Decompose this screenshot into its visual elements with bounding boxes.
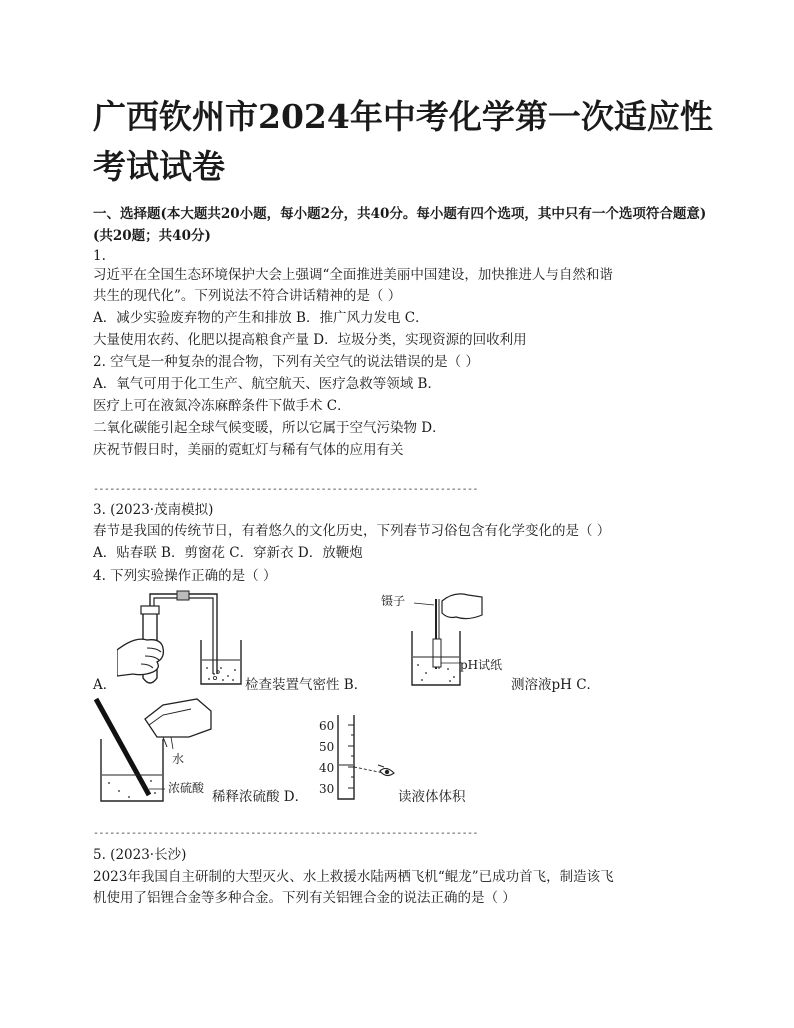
cylinder-tick-30: 30 bbox=[319, 782, 335, 796]
q1-options-line1: A．减少实验废弃物的产生和排放 B．推广风力发电 C． bbox=[93, 310, 429, 326]
q1-options-line2: 大量使用农药、化肥以提高粮食产量 D．垃圾分类，实现资源的回收利用 bbox=[93, 332, 527, 348]
q5-stem-line1: 2023年我国自主研制的大型灭火、水上救援水陆两栖飞机“鲲龙”已成功首飞，制造该飞 bbox=[93, 869, 614, 885]
q3-stem: 春节是我国的传统节日，有着悠久的文化历史，下列春节习俗包含有化学变化的是（ ） bbox=[93, 523, 611, 539]
q2-stem: 2. 空气是一种复杂的混合物，下列有关空气的说法错误的是（ ） bbox=[93, 354, 479, 370]
q4-option-a-letter: A． bbox=[93, 677, 117, 693]
cylinder-tick-60: 60 bbox=[319, 719, 335, 733]
section-heading: 一、选择题(本大题共20小题，每小题2分，共40分。每小题有四个选项，其中只有一个选项符合题意)(共20题；共40分) bbox=[93, 206, 707, 244]
q1-number: 1. bbox=[93, 248, 106, 264]
q5-stem-line2: 机使用了铝锂合金等多种合金。下列有关铝锂合金的说法正确的是（ ） bbox=[93, 890, 516, 906]
label-tweezers: 镊子 bbox=[381, 594, 406, 608]
label-concentrated-acid: 浓硫酸 bbox=[168, 781, 205, 795]
separator-line: ----------------------------------------------------------------------- bbox=[93, 828, 478, 839]
q1-stem-line1: 习近平在全国生态环境保护大会上强调“全面推进美丽中国建设，加快推进人与自然和谐 bbox=[93, 267, 613, 283]
q3-options: A．贴春联 B．剪窗花 C．穿新衣 D．放鞭炮 bbox=[93, 545, 363, 561]
q2-options-line2: 医疗上可在液氮冷冻麻醉条件下做手术 C． bbox=[93, 398, 351, 414]
separator-line: ----------------------------------------------------------------------- bbox=[93, 484, 478, 495]
airtightness-apparatus-illustration bbox=[117, 588, 245, 692]
label-ph-paper: pH试纸 bbox=[460, 658, 503, 672]
page-title: 广西钦州市2024年中考化学第一次适应性考试试卷 bbox=[93, 97, 713, 186]
q4-option-d-caption: 读液体体积 bbox=[398, 789, 466, 805]
q2-options-line1: A．氧气可用于化工生产、航空航天、医疗急救等领域 B． bbox=[93, 376, 441, 392]
q2-options-line4: 庆祝节假日时，美丽的霓虹灯与稀有气体的应用有关 bbox=[93, 442, 404, 458]
figure-airtightness-check bbox=[117, 588, 245, 692]
q2-options-line3: 二氧化碳能引起全球气候变暖，所以它属于空气污染物 D． bbox=[93, 420, 446, 436]
q3-source: 3. (2023·茂南模拟) bbox=[93, 502, 214, 518]
q4-option-c-caption: 稀释浓硫酸 D． bbox=[212, 789, 309, 805]
q1-stem-line2: 共生的现代化”。下列说法不符合讲话精神的是（ ） bbox=[93, 288, 402, 304]
cylinder-tick-40: 40 bbox=[319, 761, 335, 775]
label-water: 水 bbox=[172, 752, 185, 766]
q4-stem: 4. 下列实验操作正确的是（ ） bbox=[93, 568, 277, 584]
q4-option-b-caption: 测溶液pH C． bbox=[511, 677, 601, 693]
q4-option-a-caption: 检查装置气密性 B． bbox=[245, 677, 368, 693]
cylinder-tick-50: 50 bbox=[319, 740, 335, 754]
q5-source: 5. (2023·长沙) bbox=[93, 847, 187, 863]
